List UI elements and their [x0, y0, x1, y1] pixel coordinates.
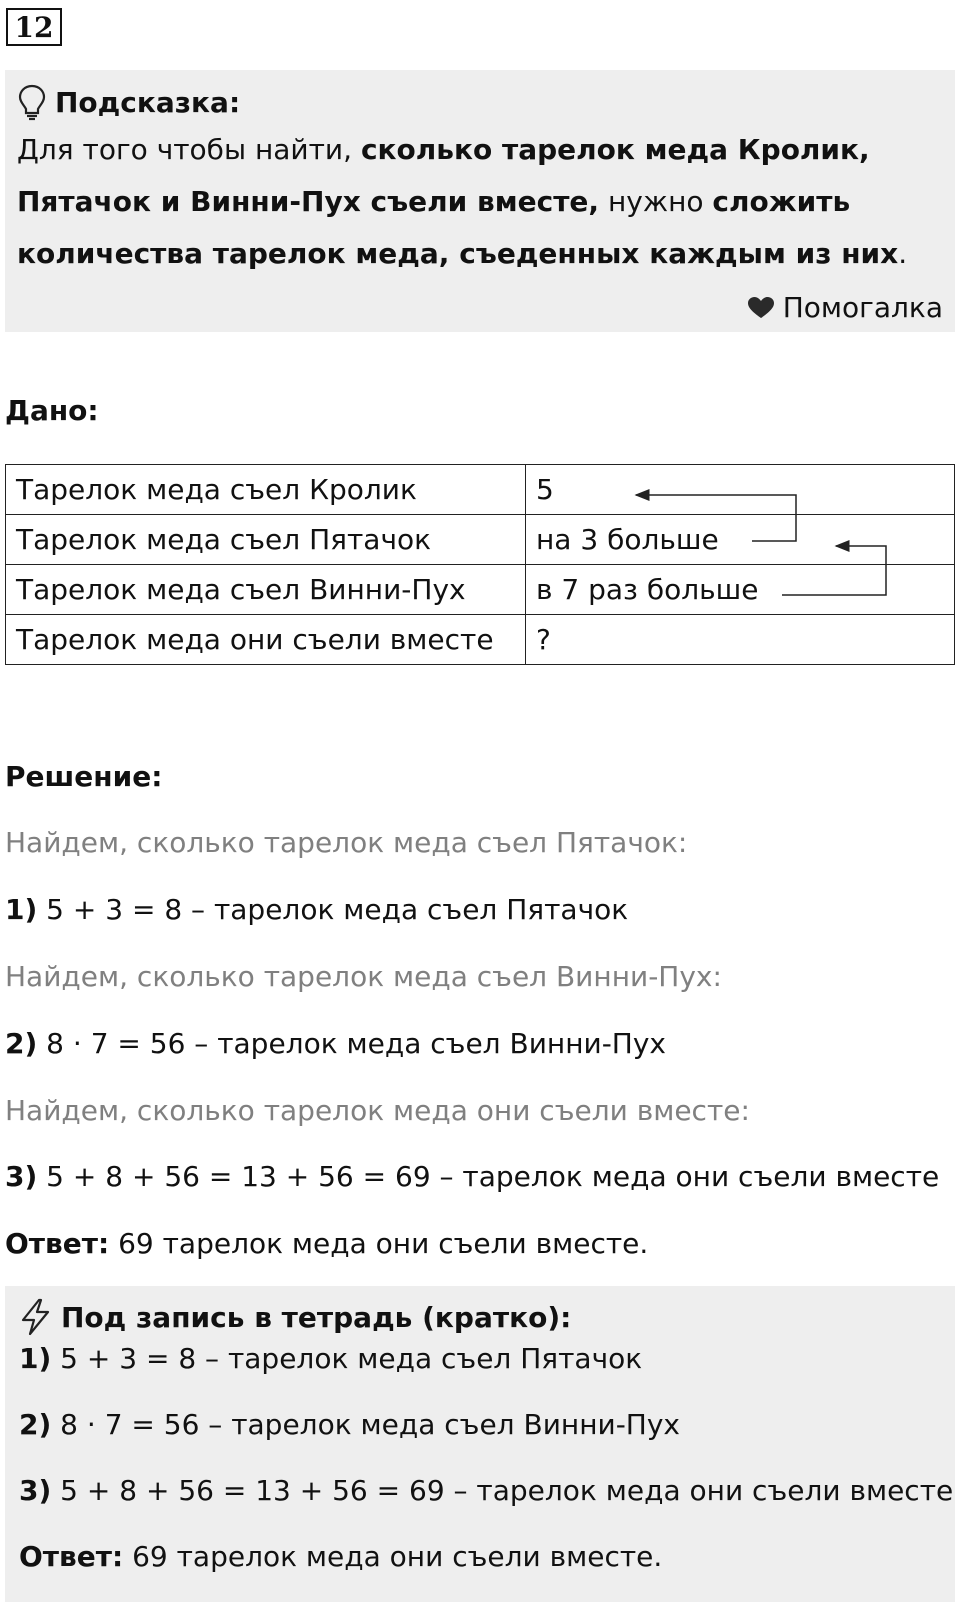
notes-line: 2) 8 · 7 = 56 – тарелок меда съел Винни-Пух — [19, 1408, 680, 1441]
lightning-icon — [19, 1298, 53, 1336]
given-value: ? — [526, 615, 955, 665]
given-label: Тарелок меда съел Кролик — [6, 465, 526, 515]
task-number: 12 — [6, 8, 62, 46]
solution-comment: Найдем, сколько тарелок меда съел Пятачок: — [5, 826, 688, 859]
given-label: Тарелок меда съел Пятачок — [6, 515, 526, 565]
table-row — [6, 515, 955, 565]
lightbulb-icon — [17, 83, 47, 121]
given-table — [5, 464, 955, 665]
solution-comment: Найдем, сколько тарелок меда съел Винни-Пух: — [5, 960, 722, 993]
table-row — [6, 615, 955, 665]
hint-box — [5, 70, 955, 332]
given-label: Тарелок меда съел Винни-Пух — [6, 565, 526, 615]
given-label: Тарелок меда они съели вместе — [6, 615, 526, 665]
solution-answer: Ответ: 69 тарелок меда они съели вместе. — [5, 1227, 649, 1260]
hint-text: Для того чтобы найти, сколько тарелок меда Кролик, Пятачок и Винни-Пух съели вместе, нужно сложить количества тарелок меда, съеденных каждым из них. — [17, 133, 908, 270]
hint-header — [17, 80, 943, 124]
notes-title: Под запись в тетрадь (кратко): — [61, 1300, 572, 1334]
table-row — [6, 565, 955, 615]
notes-line: 1) 5 + 3 = 8 – тарелок меда съел Пятачок — [19, 1342, 643, 1375]
solution-step: 3) 5 + 8 + 56 = 13 + 56 = 69 – тарелок меда они съели вместе — [5, 1160, 940, 1193]
heart-icon — [747, 296, 775, 320]
notes-header — [19, 1298, 571, 1336]
helper-signature — [747, 291, 943, 324]
solution-step: 2) 8 · 7 = 56 – тарелок меда съел Винни-Пух — [5, 1027, 666, 1060]
notes-box — [5, 1286, 955, 1602]
notes-line: 3) 5 + 8 + 56 = 13 + 56 = 69 – тарелок меда они съели вместе — [19, 1474, 954, 1507]
given-value: на 3 больше — [526, 515, 955, 565]
solution-step: 1) 5 + 3 = 8 – тарелок меда съел Пятачок — [5, 893, 629, 926]
table-row — [6, 465, 955, 515]
solution-comment: Найдем, сколько тарелок меда они съели вместе: — [5, 1094, 750, 1127]
helper-label: Помогалка — [782, 291, 943, 324]
given-title: Дано: — [5, 394, 99, 427]
hint-title: Подсказка: — [55, 85, 241, 119]
given-value: в 7 раз больше — [526, 565, 955, 615]
solution-title: Решение: — [5, 760, 163, 793]
given-value: 5 — [526, 465, 955, 515]
notes-answer: Ответ: 69 тарелок меда они съели вместе. — [19, 1540, 663, 1573]
